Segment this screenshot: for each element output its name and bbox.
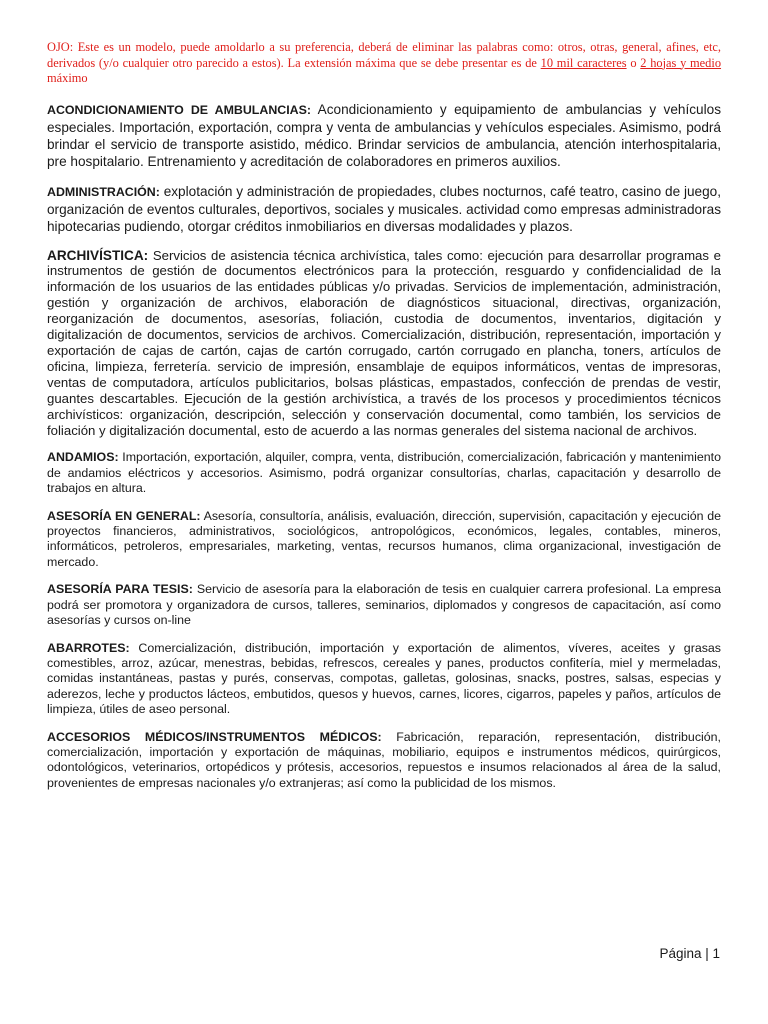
note-end: máximo [47,71,88,85]
section-heading: ARCHIVÍSTICA: [47,247,149,263]
section-heading: ACONDICIONAMIENTO DE AMBULANCIAS: [47,102,311,117]
note-connector: o [626,55,641,70]
section-body: Fabricación, reparación, representación, distribución, comercialización, importación y exportación de máquinas, mobiliario, equipos e instrumentos médicos, quirúrgicos, odontológicos, veterinarios, ortopédicos y prótesis, accesorios, repuestos e insumos relacionados al área de la salud, provenientes de empresas nacionales y/o extranjeras; así como la publicidad de los mismos. [47,729,721,790]
note-page-limit: 2 hojas y medio [640,55,722,70]
section-heading: ACCESORIOS MÉDICOS/INSTRUMENTOS MÉDICOS: [47,729,382,744]
section-body: Asesoría, consultoría, análisis, evaluación, dirección, supervisión, capacitación y ejecución de proyectos financieros, administrativos, sociológicos, antropológicos, económicos, legales, contables, mineros, informáticos, petroleros, empresariales, marketing, ventas, recursos humanos, clima organizacional, investigación de mercado. [47,508,721,569]
section-heading: ADMINISTRACIÓN: [47,184,160,199]
note-char-limit: 10 mil caracteres [540,55,627,70]
section-andamios [47,450,721,496]
section-heading: ABARROTES: [47,640,130,655]
section-body: Servicio de asesoría para la elaboración de tesis en cualquier carrera profesional. La empresa podrá ser promotora y organizadora de cursos, talleres, seminarios, diplomados y congresos de capacitación, así como asesorías y cursos on-line [47,582,721,628]
section-archivistica [47,248,721,439]
section-body: Importación, exportación, alquiler, compra, venta, distribución, comercialización, fabricación y mantenimiento de andamios eléctricos y accesorios. Asimismo, podrá organizar consultorías, charlas, capacitación y desarrollo de trabajos en altura. [47,450,721,496]
section-administracion [47,183,721,236]
section-asesoria-tesis [47,582,721,628]
section-body: Acondicionamiento y equipamiento de ambulancias y vehículos especiales. Importación, exportación, compra y venta de ambulancias y vehículos especiales. Asimismo, podrá brindar el servicio de transporte asistido, médico. Brindar servicios de ambulancia, atención interhospitalaria, pre hospitalario. Entrenamiento y acreditación de colaboradores en primeros auxilios. [47,101,721,170]
section-accesorios-medicos [47,730,721,792]
section-body: Comercialización, distribución, importación y exportación de alimentos, víveres, aceites y grasas comestibles, arroz, azúcar, menestras, bebidas, refrescos, cereales y panes, productos confitería, miel y mermeladas, comidas instantáneas, pastas y purés, conservas, compotas, galletas, golosinas, snacks, postres, salsas, especias y aderezos, leche y productos lácteos, embutidos, quesos y huevos, carnes, licores, cigarros, papeles y paños, artículos de limpieza, útiles de aseo personal. [47,640,721,717]
page-number: Página | 1 [659,946,720,961]
section-heading: ASESORÍA PARA TESIS: [47,582,193,597]
section-body: explotación y administración de propiedades, clubes nocturnos, café teatro, casino de juego, organización de eventos culturales, deportivos, sociales y musicales. actividad como empresas administradoras hipotecarias pudiendo, otorgar créditos inmobiliarios en diversas modalidades y plazos. [47,183,721,235]
model-note [47,40,721,87]
section-ambulancias [47,101,721,171]
section-heading: ASESORÍA EN GENERAL: [47,508,201,523]
document-page [47,40,721,803]
section-asesoria-general [47,509,721,571]
section-heading: ANDAMIOS: [47,450,119,465]
section-abarrotes [47,641,721,718]
section-body: Servicios de asistencia técnica archivística, tales como: ejecución para desarrollar programas e instrumentos de gestión de documentos electrónicos para la protección, resguardo y confidencialidad de la información de los usuarios de las entidades públicas y/o privadas. Servicios de implementación, administración, gestión y organización de archivos, elaboración de diagnósticos situacional, directivas, organización, reorganización de documentos, asesorías, foliación, custodia de documentos, inventarios, digitación y digitalización de documentos, servicios de archivos. Comercialización, distribución, representación, importación y exportación de cajas de cartón, cajas de cartón corrugado, cartón corrugado en plancha, toners, artículos de oficina, limpieza, ferretería. servicio de impresión, ensamblaje de equipos informáticos, ventas de impresoras, ventas de computadora, artículos publicitarios, bolsas plásticas, empastados, confección de prendas de vestir, guantes descartables. Ejecución de la gestión archivística, a través de los procesos y procedimientos técnicos archivísticos: organización, descripción, selección y conservación documental, como también, los servicios de foliación y digitalización documental, esto de acuerdo a las normas generales del sistema nacional de archivos. [47,247,721,438]
note-text: OJO: Este es un modelo, puede amoldarlo a su preferencia, deberá de eliminar las palabras como: otros, otras, general, afines, etc, derivados (y/o cualquier otro parecido a estos). La extensión máxima que se debe presentar es de [47,40,721,70]
